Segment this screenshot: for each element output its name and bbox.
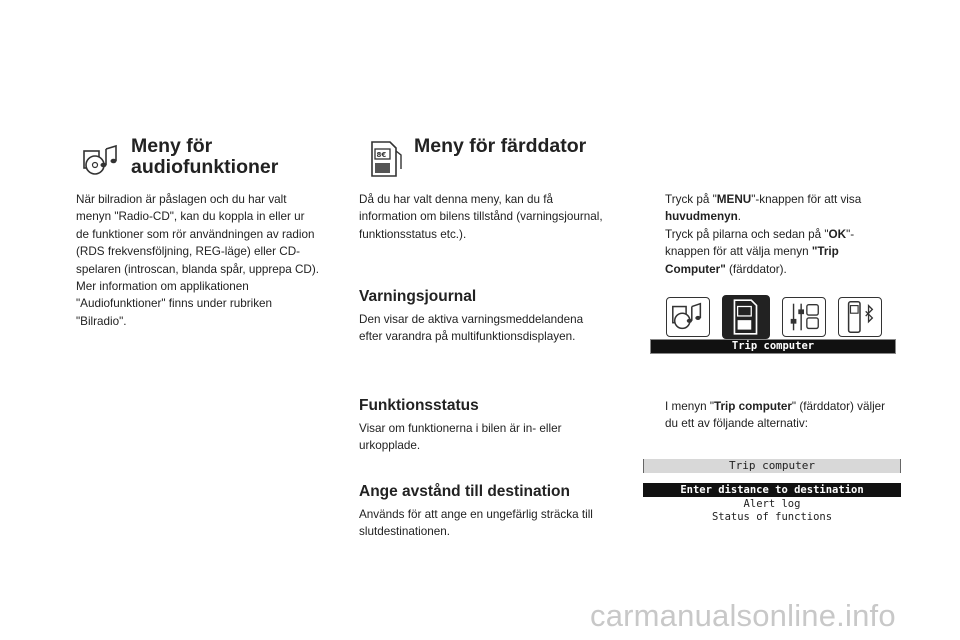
- section-body-status: Visar om funktionerna i bilen är in- eller urkopplade.: [359, 422, 562, 453]
- display-tile-audio: [666, 297, 710, 337]
- trip-computer-icon: [366, 139, 406, 179]
- trip-intro: Då du har valt denna meny, kan du få information om bilens tillstånd (varningsjournal, funktionsstatus etc.).: [359, 193, 603, 241]
- step-3: I menyn "Trip computer" (färddator) väljer du ett av följande alternativ:: [665, 400, 886, 431]
- audio-menu-icon: [82, 141, 122, 181]
- display-tile-trip-computer-selected: [722, 295, 770, 339]
- section-heading-alert-log: Varningsjournal: [359, 288, 477, 305]
- section-heading-distance: Ange avstånd till destination: [359, 483, 570, 500]
- trip-computer-icon: [723, 296, 769, 338]
- audio-title: Meny för audiofunktioner: [131, 135, 279, 178]
- step-2: Tryck på pilarna och sedan på "OK"- knappen för att välja menyn "Trip Computer" (färddator).: [665, 227, 855, 276]
- watermark: carmanualsonline.info: [590, 598, 896, 633]
- section-body-distance: Används för att ange en ungefärlig sträcka till slutdestinationen.: [359, 508, 593, 539]
- equalizer-icon: [783, 298, 825, 336]
- section-heading-status: Funktionsstatus: [359, 397, 479, 414]
- section-body-alert-log: Den visar de aktiva varningsmeddelandena efter varandra på multifunktionsdisplayen.: [359, 313, 584, 344]
- svg-text:8€: 8€: [376, 151, 387, 159]
- display-item-enter-distance-selected[interactable]: Enter distance to destination: [643, 483, 901, 497]
- phone-bluetooth-icon: [839, 298, 881, 336]
- multifunction-display-trip-computer: [643, 459, 901, 527]
- display-item-status-of-functions[interactable]: Status of functions: [711, 511, 833, 523]
- display-tile-settings: [782, 297, 826, 337]
- step-1: Tryck på "MENU"-knappen för att visa huvudmenyn.: [665, 193, 862, 224]
- audio-body: När bilradion är påslagen och du har valt menyn "Radio-CD", kan du koppla in eller ur de funktioner som rör användningen av radion (RDS frekvensföljning, REG-läge) eller CD- spelaren (introscan, blanda spår, upprepa CD). Mer information om applikationen "Audiofunktioner" finns under rubriken "Bilradio".: [76, 193, 319, 328]
- display-header: Trip computer: [643, 459, 901, 473]
- audio-menu-icon: [667, 298, 709, 336]
- display-menu-label: Trip computer: [650, 339, 896, 354]
- multifunction-display-menu: [650, 295, 896, 353]
- display-tile-telephone: [838, 297, 882, 337]
- trip-title: Meny för färddator: [414, 135, 587, 157]
- steps-list: [643, 191, 913, 278]
- display-item-alert-log[interactable]: Alert log: [743, 498, 801, 510]
